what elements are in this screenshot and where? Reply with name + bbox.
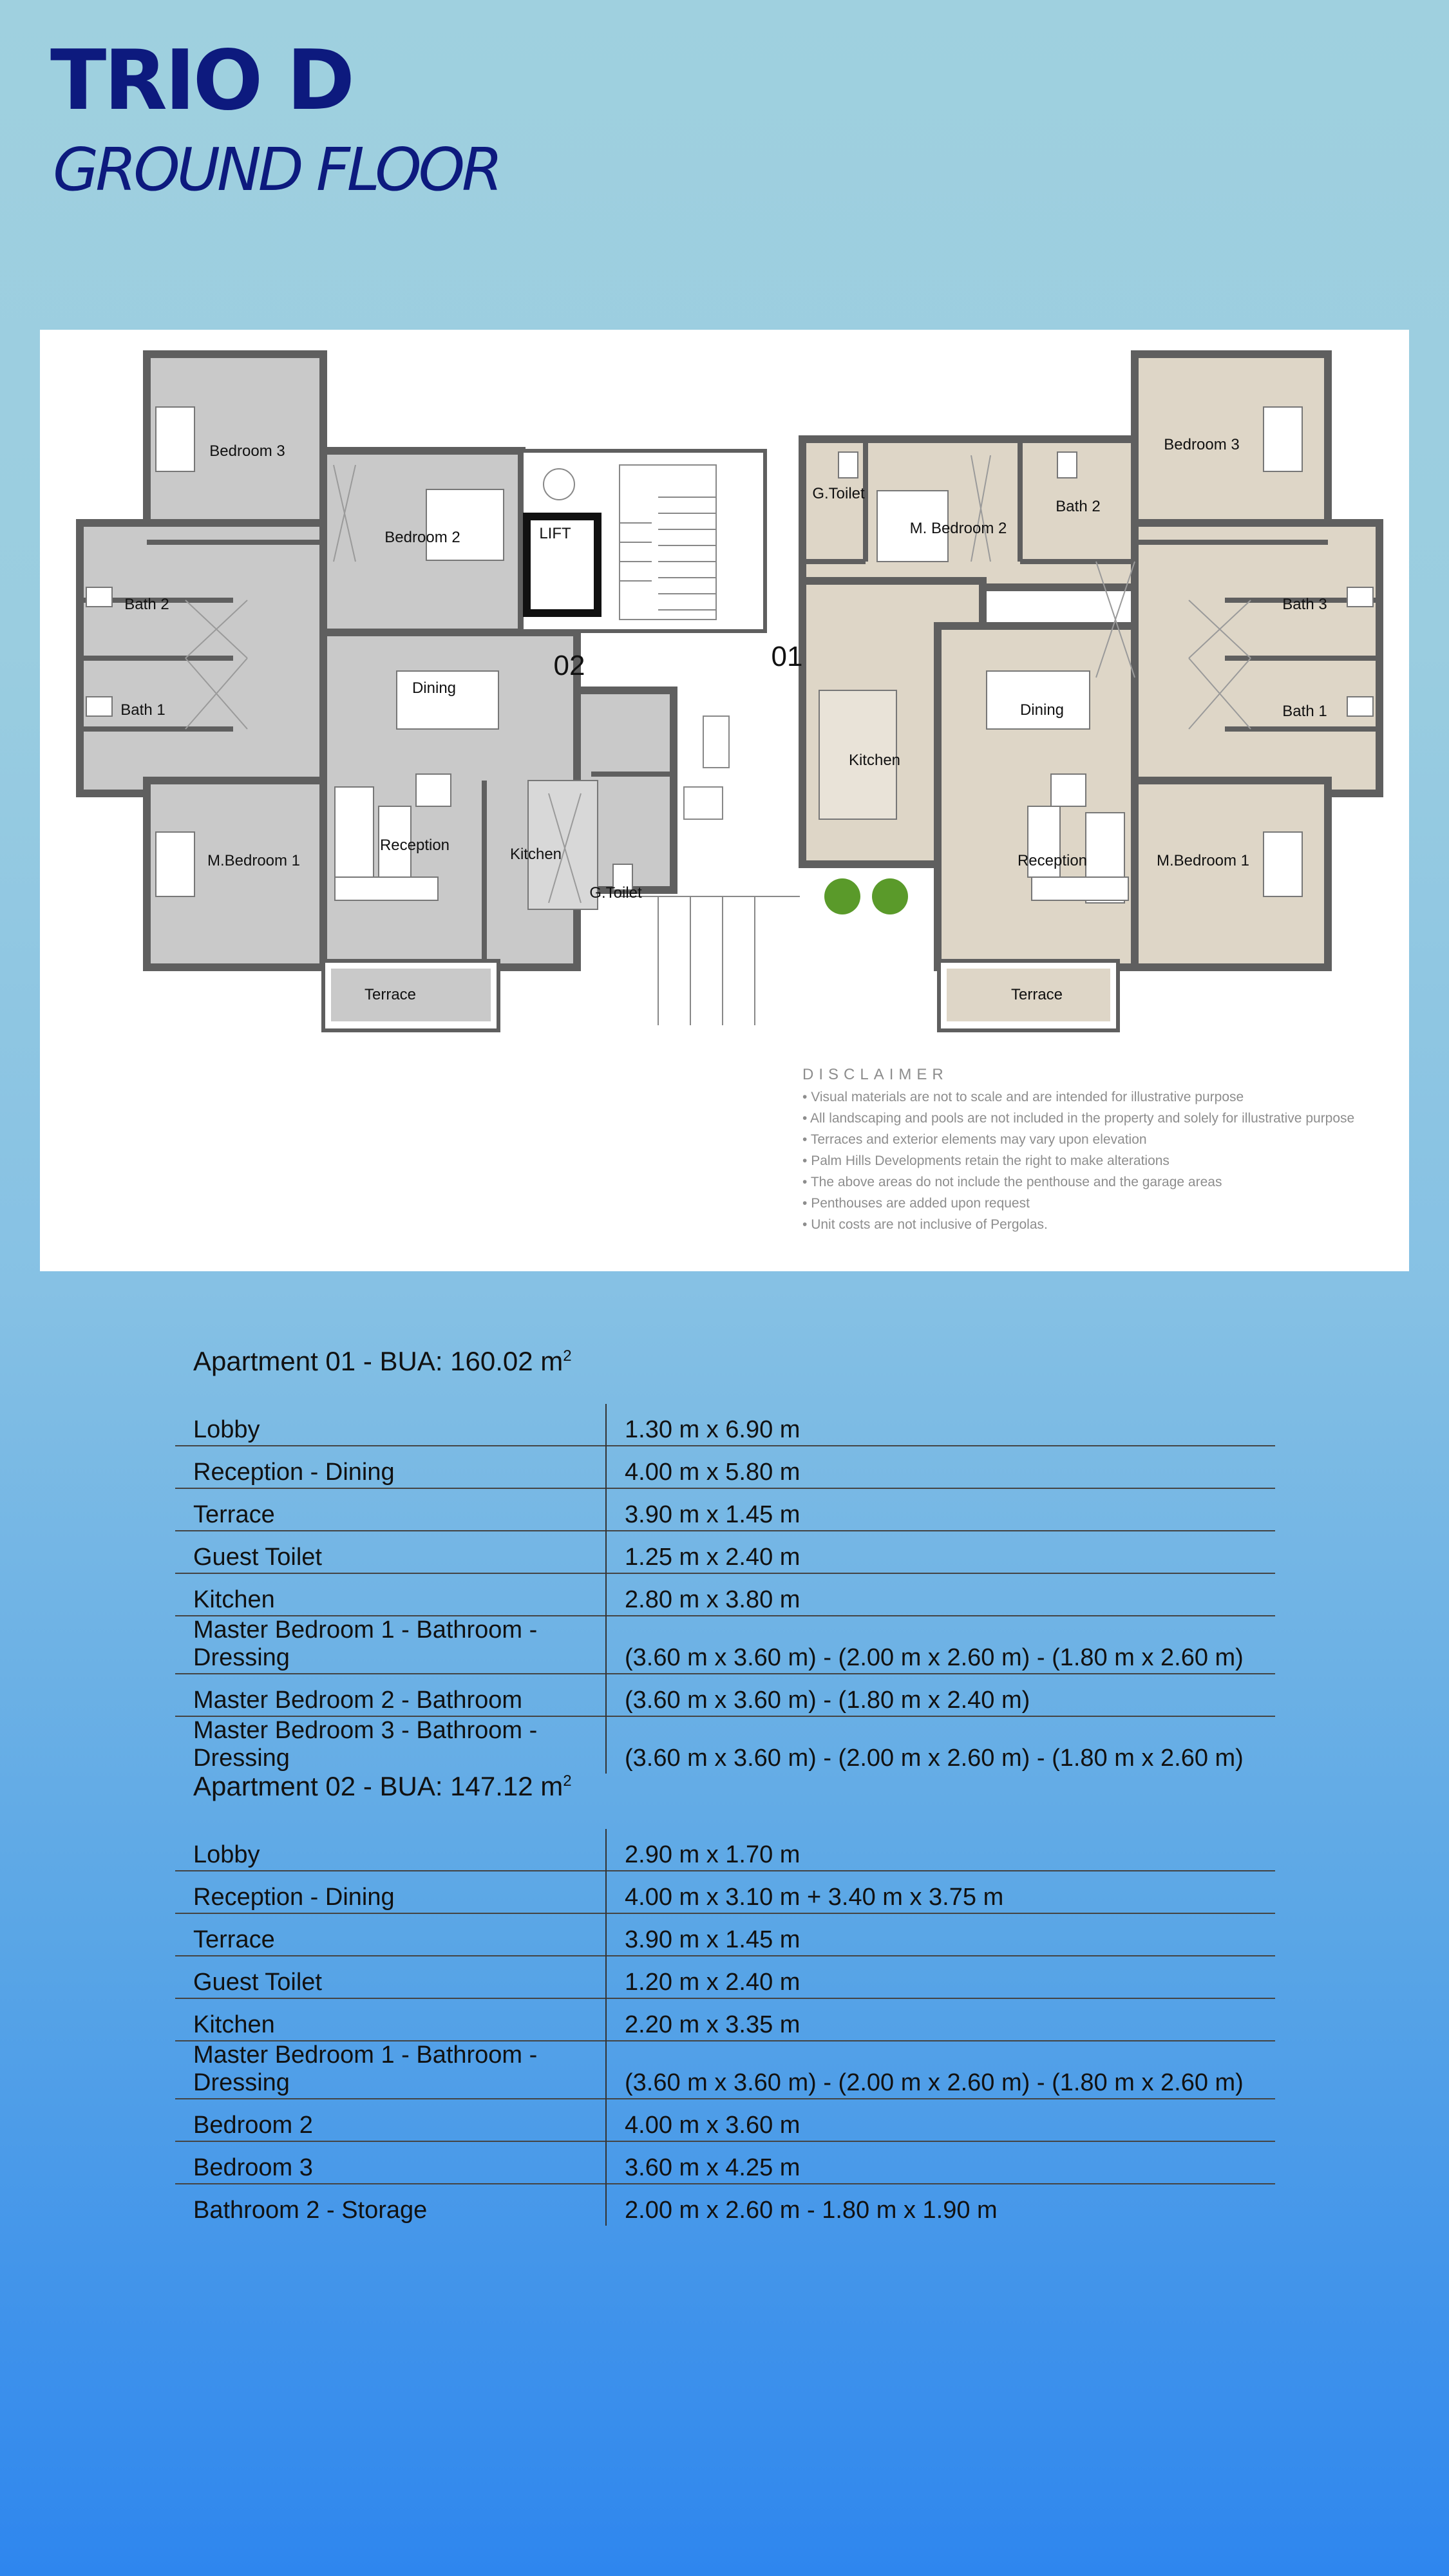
room-label-reception-right: Reception bbox=[1017, 852, 1088, 869]
unit-label-01: 01 bbox=[771, 641, 803, 672]
table-row: Lobby 2.90 m x 1.70 m bbox=[175, 1829, 1275, 1871]
room-label-terrace-left: Terrace bbox=[364, 986, 417, 1003]
lift-label: LIFT bbox=[539, 525, 571, 542]
disclaimer-item: • Palm Hills Developments retain the right to make alterations bbox=[802, 1150, 1382, 1171]
room-label-dining-right: Dining bbox=[1019, 701, 1065, 719]
room-label-bath3-right: Bath 3 bbox=[1282, 596, 1327, 613]
room-label-bedroom3-left: Bedroom 3 bbox=[209, 442, 285, 460]
table-row: Terrace 3.90 m x 1.45 m bbox=[175, 1913, 1275, 1956]
table-row: Bathroom 2 - Storage 2.00 m x 2.60 m - 1.80 m x 1.90 m bbox=[175, 2184, 1275, 2226]
apartment01-heading: Apartment 01 - BUA: 160.02 $m^2$ bbox=[193, 1346, 572, 1376]
room-label-bath2-left: Bath 2 bbox=[124, 596, 169, 613]
table-row: Bedroom 3 3.60 m x 4.25 m bbox=[175, 2141, 1275, 2184]
table-row: Master Bedroom 2 - Bathroom (3.60 m x 3.60 m) - (1.80 m x 2.40 m) bbox=[175, 1674, 1275, 1716]
room-label-gtoilet-left: G.Toilet bbox=[589, 884, 642, 902]
room-label-kitchen-left: Kitchen bbox=[509, 846, 562, 863]
disclaimer-item: • All landscaping and pools are not included in the property and solely for illustrative purpose bbox=[802, 1108, 1382, 1129]
table-row: Master Bedroom 1 - Bathroom - Dressing (3.60 m x 3.60 m) - (2.00 m x 2.60 m) - (1.80 m x 2.60 m) bbox=[175, 1616, 1275, 1674]
room-label-bath2-right: Bath 2 bbox=[1056, 498, 1101, 515]
apartment02-heading: Apartment 02 - BUA: 147.12 $m^2$ bbox=[193, 1771, 572, 1801]
table-row: Master Bedroom 3 - Bathroom - Dressing (3.60 m x 3.60 m) - (2.00 m x 2.60 m) - (1.80 m x 2.60 m) bbox=[175, 1716, 1275, 1774]
disclaimer-item: • The above areas do not include the penthouse and the garage areas bbox=[802, 1171, 1382, 1193]
disclaimer-item: • Unit costs are not inclusive of Pergolas. bbox=[802, 1214, 1382, 1235]
page-title: TRIO D bbox=[50, 33, 353, 129]
apartment01-table bbox=[175, 1404, 1275, 1774]
room-label-mbedroom1-left: M.Bedroom 1 bbox=[207, 852, 301, 869]
table-row: Kitchen 2.20 m x 3.35 m bbox=[175, 1998, 1275, 2041]
room-label-terrace-right: Terrace bbox=[1010, 986, 1063, 1003]
table-row: Reception - Dining 4.00 m x 5.80 m bbox=[175, 1446, 1275, 1488]
table-row: Terrace 3.90 m x 1.45 m bbox=[175, 1488, 1275, 1531]
room-label-mbedroom1-right: M.Bedroom 1 bbox=[1156, 852, 1250, 869]
plant-icon bbox=[824, 878, 908, 914]
table-row: Bedroom 2 4.00 m x 3.60 m bbox=[175, 2099, 1275, 2141]
disclaimer-item: • Penthouses are added upon request bbox=[802, 1193, 1382, 1214]
disclaimer-item: • Visual materials are not to scale and are intended for illustrative purpose bbox=[802, 1086, 1382, 1108]
table-row: Guest Toilet 1.20 m x 2.40 m bbox=[175, 1956, 1275, 1998]
page-subtitle: GROUND FLOOR bbox=[53, 135, 500, 204]
room-label-bath1-right: Bath 1 bbox=[1282, 703, 1327, 720]
disclaimer-title: DISCLAIMER bbox=[802, 1066, 949, 1083]
table-row: Kitchen 2.80 m x 3.80 m bbox=[175, 1573, 1275, 1616]
room-label-reception-left: Reception bbox=[379, 837, 450, 854]
room-label-dining-left: Dining bbox=[412, 679, 457, 697]
room-label-gtoilet-right: G.Toilet bbox=[812, 485, 865, 502]
room-label-bedroom2-left: Bedroom 2 bbox=[384, 529, 460, 546]
room-label-mbedroom2-right: M. Bedroom 2 bbox=[909, 520, 1007, 537]
room-label-bath1-left: Bath 1 bbox=[120, 701, 166, 719]
floor-plan-card bbox=[40, 330, 1409, 1271]
disclaimer-item: • Terraces and exterior elements may vary upon elevation bbox=[802, 1129, 1382, 1150]
room-label-kitchen-right: Kitchen bbox=[848, 752, 901, 769]
table-row: Reception - Dining 4.00 m x 3.10 m + 3.40 m x 3.75 m bbox=[175, 1871, 1275, 1913]
apartment02-table bbox=[175, 1829, 1275, 2226]
disclaimer bbox=[802, 1064, 1382, 1235]
table-row: Lobby 1.30 m x 6.90 m bbox=[175, 1404, 1275, 1446]
table-row: Master Bedroom 1 - Bathroom - Dressing (3.60 m x 3.60 m) - (2.00 m x 2.60 m) - (1.80 m x 2.60 m) bbox=[175, 2041, 1275, 2099]
room-label-bedroom3-right: Bedroom 3 bbox=[1164, 436, 1240, 453]
unit-label-02: 02 bbox=[553, 650, 585, 681]
table-row: Guest Toilet 1.25 m x 2.40 m bbox=[175, 1531, 1275, 1573]
